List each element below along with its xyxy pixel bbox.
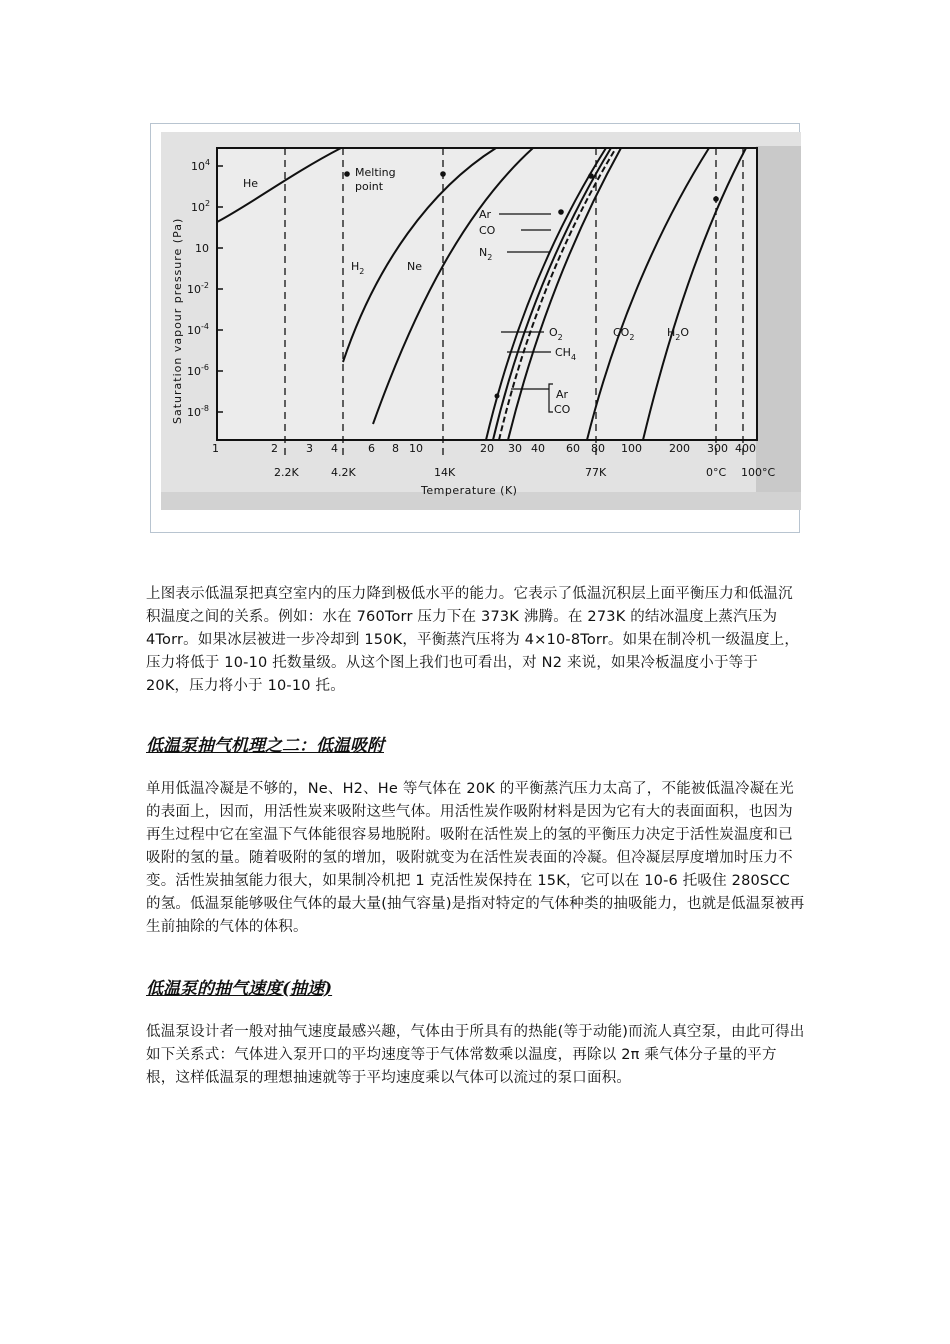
label-n2: $N_2$: [479, 246, 493, 262]
x-tick-label: 6: [368, 442, 375, 455]
heading-adsorption: 低温泵抽气机理之二：低温吸附: [146, 736, 384, 756]
x-tick-label: 3: [306, 442, 313, 455]
marker-label-100c: 100°C: [741, 466, 776, 479]
label-co-2: CO: [554, 403, 571, 416]
melting-point-label-1: Melting: [355, 166, 396, 179]
label-ar: Ar: [479, 208, 492, 221]
y-tick-label: $10^{-2}$: [187, 281, 209, 296]
x-tick-label: 300: [707, 442, 728, 455]
x-tick-label: 200: [669, 442, 690, 455]
marker-label-2k: 2.2K: [274, 466, 299, 479]
x-tick-label: 80: [591, 442, 605, 455]
melting-point-label-2: point: [355, 180, 384, 193]
x-tick-label: 10: [409, 442, 423, 455]
label-ar-2: Ar: [556, 388, 569, 401]
y-tick-label: $10^{-8}$: [187, 404, 209, 419]
label-ne: Ne: [407, 260, 422, 273]
x-axis-title: Temperature (K): [421, 484, 518, 497]
vapour-pressure-chart: [151, 124, 801, 534]
y-tick-label: $10^{-6}$: [187, 363, 209, 378]
label-co2: $CO_2$: [613, 326, 635, 342]
label-he: He: [243, 177, 259, 190]
heading-pumping-speed: 低温泵的抽气速度(抽速): [146, 979, 333, 999]
y-tick-label: $10^4$: [191, 158, 211, 173]
x-tick-label: 8: [392, 442, 399, 455]
x-tick-label: 4: [331, 442, 338, 455]
x-tick-label: 100: [621, 442, 642, 455]
paragraph-adsorption: 单用低温冷凝是不够的，Ne、H2、He 等气体在 20K 的平衡蒸汽压力太高了，不能被低温冷凝在光的表面上，因而，用活性炭来吸附这些气体。用活性炭作吸附材料是因为它有大的表面面积，也因为再生过程中它在室温下气体能很容易地脱附。吸附在活性炭上的氢的平衡压力决定于活性炭温度和已吸附的氢的量。随着吸附的氢的增加，吸附就变为在活性炭表面的冷凝。但冷凝层厚度增加时压力不变。活性炭抽氢能力很大，如果制冷机把 1 克活性炭保持在 15K，它可以在 10-6 托吸住 280SCC 的氢。低温泵能够吸住气体的最大量(抽气容量)是指对特定的气体种类的抽吸能力，也就是低温泵被再生前抽除的气体的体积。: [146, 781, 805, 935]
label-h2: $H_2$: [351, 260, 365, 276]
y-tick-label: 10: [195, 242, 209, 255]
paragraph-vapour-pressure: 上图表示低温泵把真空室内的压力降到极低水平的能力。它表示了低温沉积层上面平衡压力和低温沉积温度之间的关系。例如：水在 760Torr 压力下在 373K 沸腾。在 273K 的结冰温度上蒸汽压为 4Torr。如果冰层被进一步冷却到 150K，平衡蒸汽压将为 4×10-8Torr。如果在制冷机一级温度上，压力将低于 10-10 托数量级。从这个图上我们也可看出，对 N2 来说，如果冷板温度小于等于 20K，压力将小于 10-10 托。: [146, 586, 800, 694]
label-ch4: $CH_4$: [555, 346, 577, 362]
label-h2o: $H_2O$: [667, 326, 690, 342]
x-tick-label: 400: [735, 442, 756, 455]
y-axis-title: Saturation vapour pressure (Pa): [171, 217, 184, 424]
x-tick-label: 2: [271, 442, 278, 455]
marker-label-0c: 0°C: [706, 466, 727, 479]
x-tick-label: 60: [566, 442, 580, 455]
marker-label-77k: 77K: [585, 466, 607, 479]
marker-label-14k: 14K: [434, 466, 456, 479]
y-tick-label: $10^2$: [191, 199, 211, 214]
paragraph-pumping-speed: 低温泵设计者一般对抽气速度最感兴趣，气体由于所具有的热能(等于动能)而流人真空泵，由此可得出如下关系式：气体进入泵开口的平均速度等于气体常数乘以温度，再除以 2π 乘气体分子量的平方根，这样低温泵的理想抽速就等于平均速度乘以气体可以流过的泵口面积。: [146, 1024, 805, 1086]
x-tick-label: 30: [508, 442, 522, 455]
x-tick-label: 20: [480, 442, 494, 455]
label-o2: $O_2$: [549, 326, 563, 342]
plot-area: [217, 148, 757, 440]
x-tick-label: 40: [531, 442, 545, 455]
label-co: CO: [479, 224, 496, 237]
x-tick-label: 1: [212, 442, 219, 455]
y-tick-label: $10^{-4}$: [187, 322, 209, 337]
scan-shadow-right: [756, 146, 801, 506]
marker-label-4k: 4.2K: [331, 466, 356, 479]
vapour-pressure-figure: [150, 123, 800, 533]
